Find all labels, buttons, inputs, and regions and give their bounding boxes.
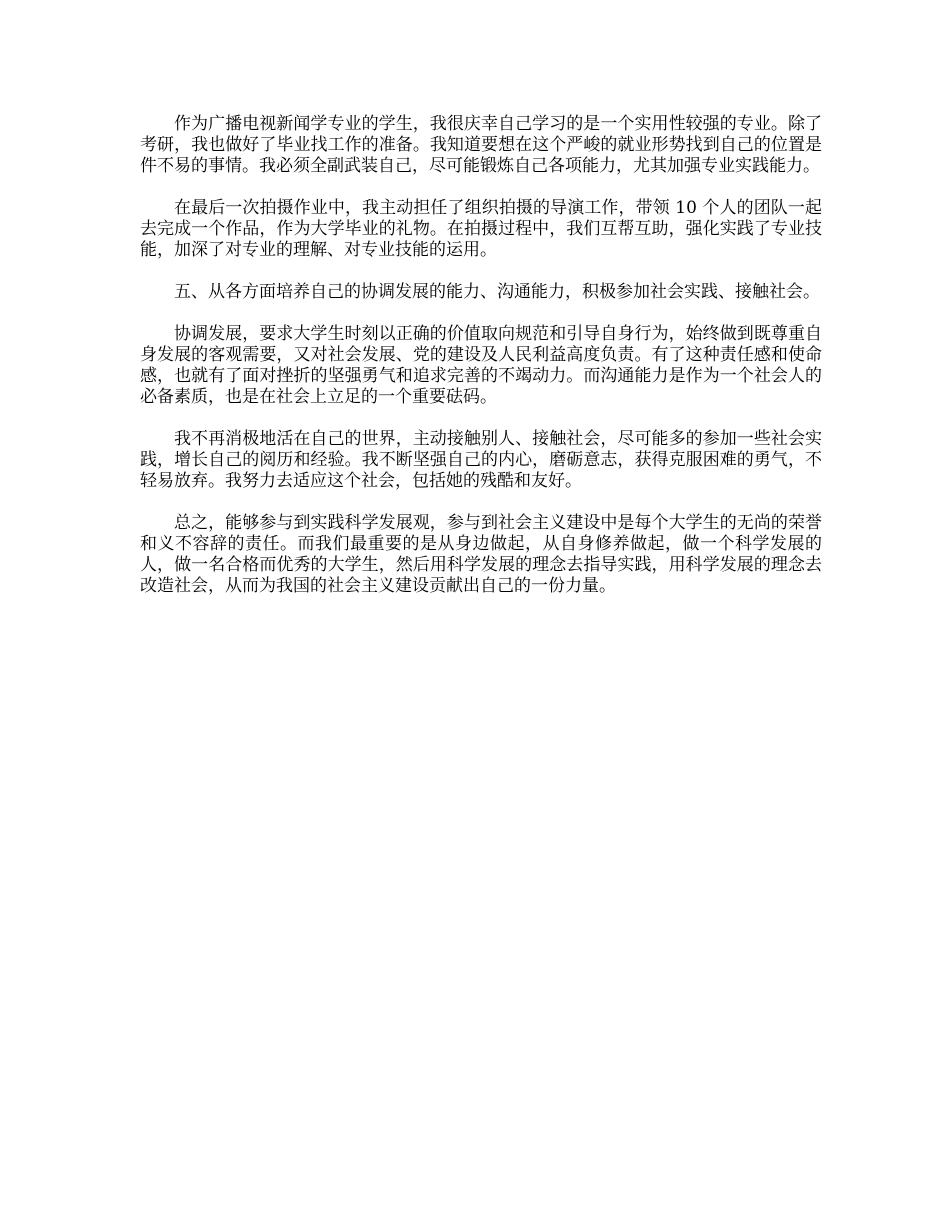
paragraph-professional-practice: 作为广播电视新闻学专业的学生，我很庆幸自己学习的是一个实用性较强的专业。除了考研，我也做好了毕业找工作的准备。我知道要想在这个严峻的就业形势找到自己的位置是件不易的事情。我必须全副武装自己，尽可能锻炼自己各项能力，尤其加强专业实践能力。 <box>140 114 822 176</box>
paragraph-social-practice: 我不再消极地活在自己的世界，主动接触别人、接触社会，尽可能多的参加一些社会实践，增长自己的阅历和经验。我不断坚强自己的内心，磨砺意志，获得克服困难的勇气，不轻易放弃。我努力去适应这个社会，包括她的残酷和友好。 <box>140 429 822 491</box>
paragraph-conclusion: 总之，能够参与到实践科学发展观，参与到社会主义建设中是每个大学生的无尚的荣誉和义不容辞的责任。而我们最重要的是从身边做起，从自身修养做起，做一个科学发展的人，做一名合格而优秀的大学生，然后用科学发展的理念去指导实践，用科学发展的理念去改造社会，从而为我国的社会主义建设贡献出自己的一份力量。 <box>140 513 822 596</box>
paragraph-section-five-heading: 五、从各方面培养自己的协调发展的能力、沟通能力，积极参加社会实践、接触社会。 <box>174 282 820 302</box>
document-body <box>140 114 822 618</box>
paragraph-filming-assignment: 在最后一次拍摄作业中，我主动担任了组织拍摄的导演工作，带领 10 个人的团队一起去完成一个作品，作为大学毕业的礼物。在拍摄过程中，我们互帮互助，强化实践了专业技能，加深了对专业的理解、对专业技能的运用。 <box>140 198 822 260</box>
paragraph-coordinated-development: 协调发展，要求大学生时刻以正确的价值取向规范和引导自身行为，始终做到既尊重自身发展的客观需要，又对社会发展、党的建设及人民利益高度负责。有了这种责任感和使命感，也就有了面对挫折的坚强勇气和追求完善的不竭动力。而沟通能力是作为一个社会人的必备素质，也是在社会上立足的一个重要砝码。 <box>140 324 822 407</box>
